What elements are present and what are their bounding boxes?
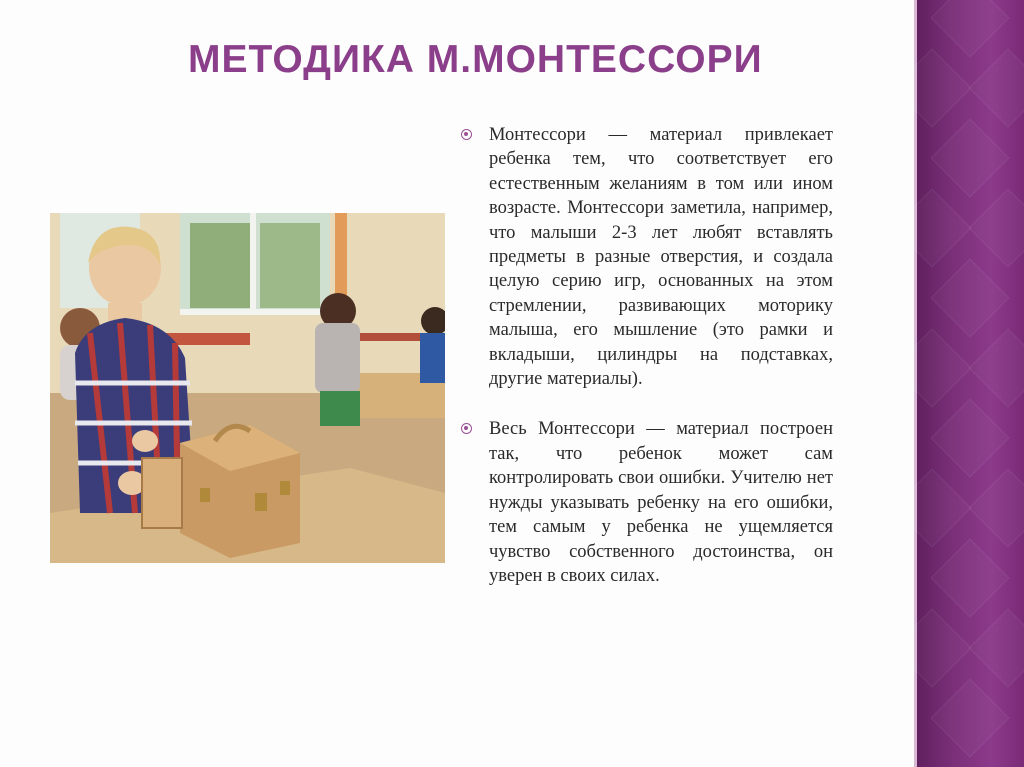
band-pattern-diamond xyxy=(930,678,1009,757)
band-pattern-diamond xyxy=(914,188,972,267)
band-pattern-diamond xyxy=(914,468,972,547)
band-pattern-diamond xyxy=(930,118,1009,197)
list-item xyxy=(461,417,833,588)
band-pattern-diamond xyxy=(930,0,1009,58)
band-pattern-diamond xyxy=(930,398,1009,477)
band-pattern-diamond xyxy=(968,468,1024,547)
band-pattern-diamond xyxy=(914,608,972,687)
circle-bullet-icon xyxy=(461,129,472,140)
band-pattern-diamond xyxy=(930,538,1009,617)
band-pattern-diamond xyxy=(930,258,1009,337)
bullet-list xyxy=(461,123,833,614)
band-pattern-diamond xyxy=(968,188,1024,267)
classroom-photo xyxy=(50,213,445,563)
circle-bullet-icon xyxy=(461,423,472,434)
slide-title: МЕТОДИКА М.МОНТЕССОРИ xyxy=(188,38,763,81)
band-pattern-diamond xyxy=(968,48,1024,127)
band-pattern-diamond xyxy=(968,328,1024,407)
band-pattern-diamond xyxy=(914,48,972,127)
decorative-side-band xyxy=(914,0,1024,767)
bullet-text: Монтессори — материал привлекает ребенка тем, что соответствует его естественным желаниям в том или ином возрасте. Монтессори заметила, например, что малыши 2-3 лет любят вставлять предметы в разные отверстия, и создала целую серию игр, основанных на этом стремлении, развивающих моторику малыша, его мышление (это рамки и вкладыши, цилиндры на подставках, другие материалы). xyxy=(489,125,833,390)
bullet-text: Весь Монтессори — материал построен так, что ребенок может сам контролировать свои ошибки. Учителю нет нужды указывать ребенку на его ошибки, тем самым у ребенка не ущемляется чувство собственного достоинства, он уверен в своих силах. xyxy=(489,419,833,586)
band-pattern-diamond xyxy=(968,608,1024,687)
list-item xyxy=(461,123,833,391)
band-pattern-diamond xyxy=(914,328,972,407)
